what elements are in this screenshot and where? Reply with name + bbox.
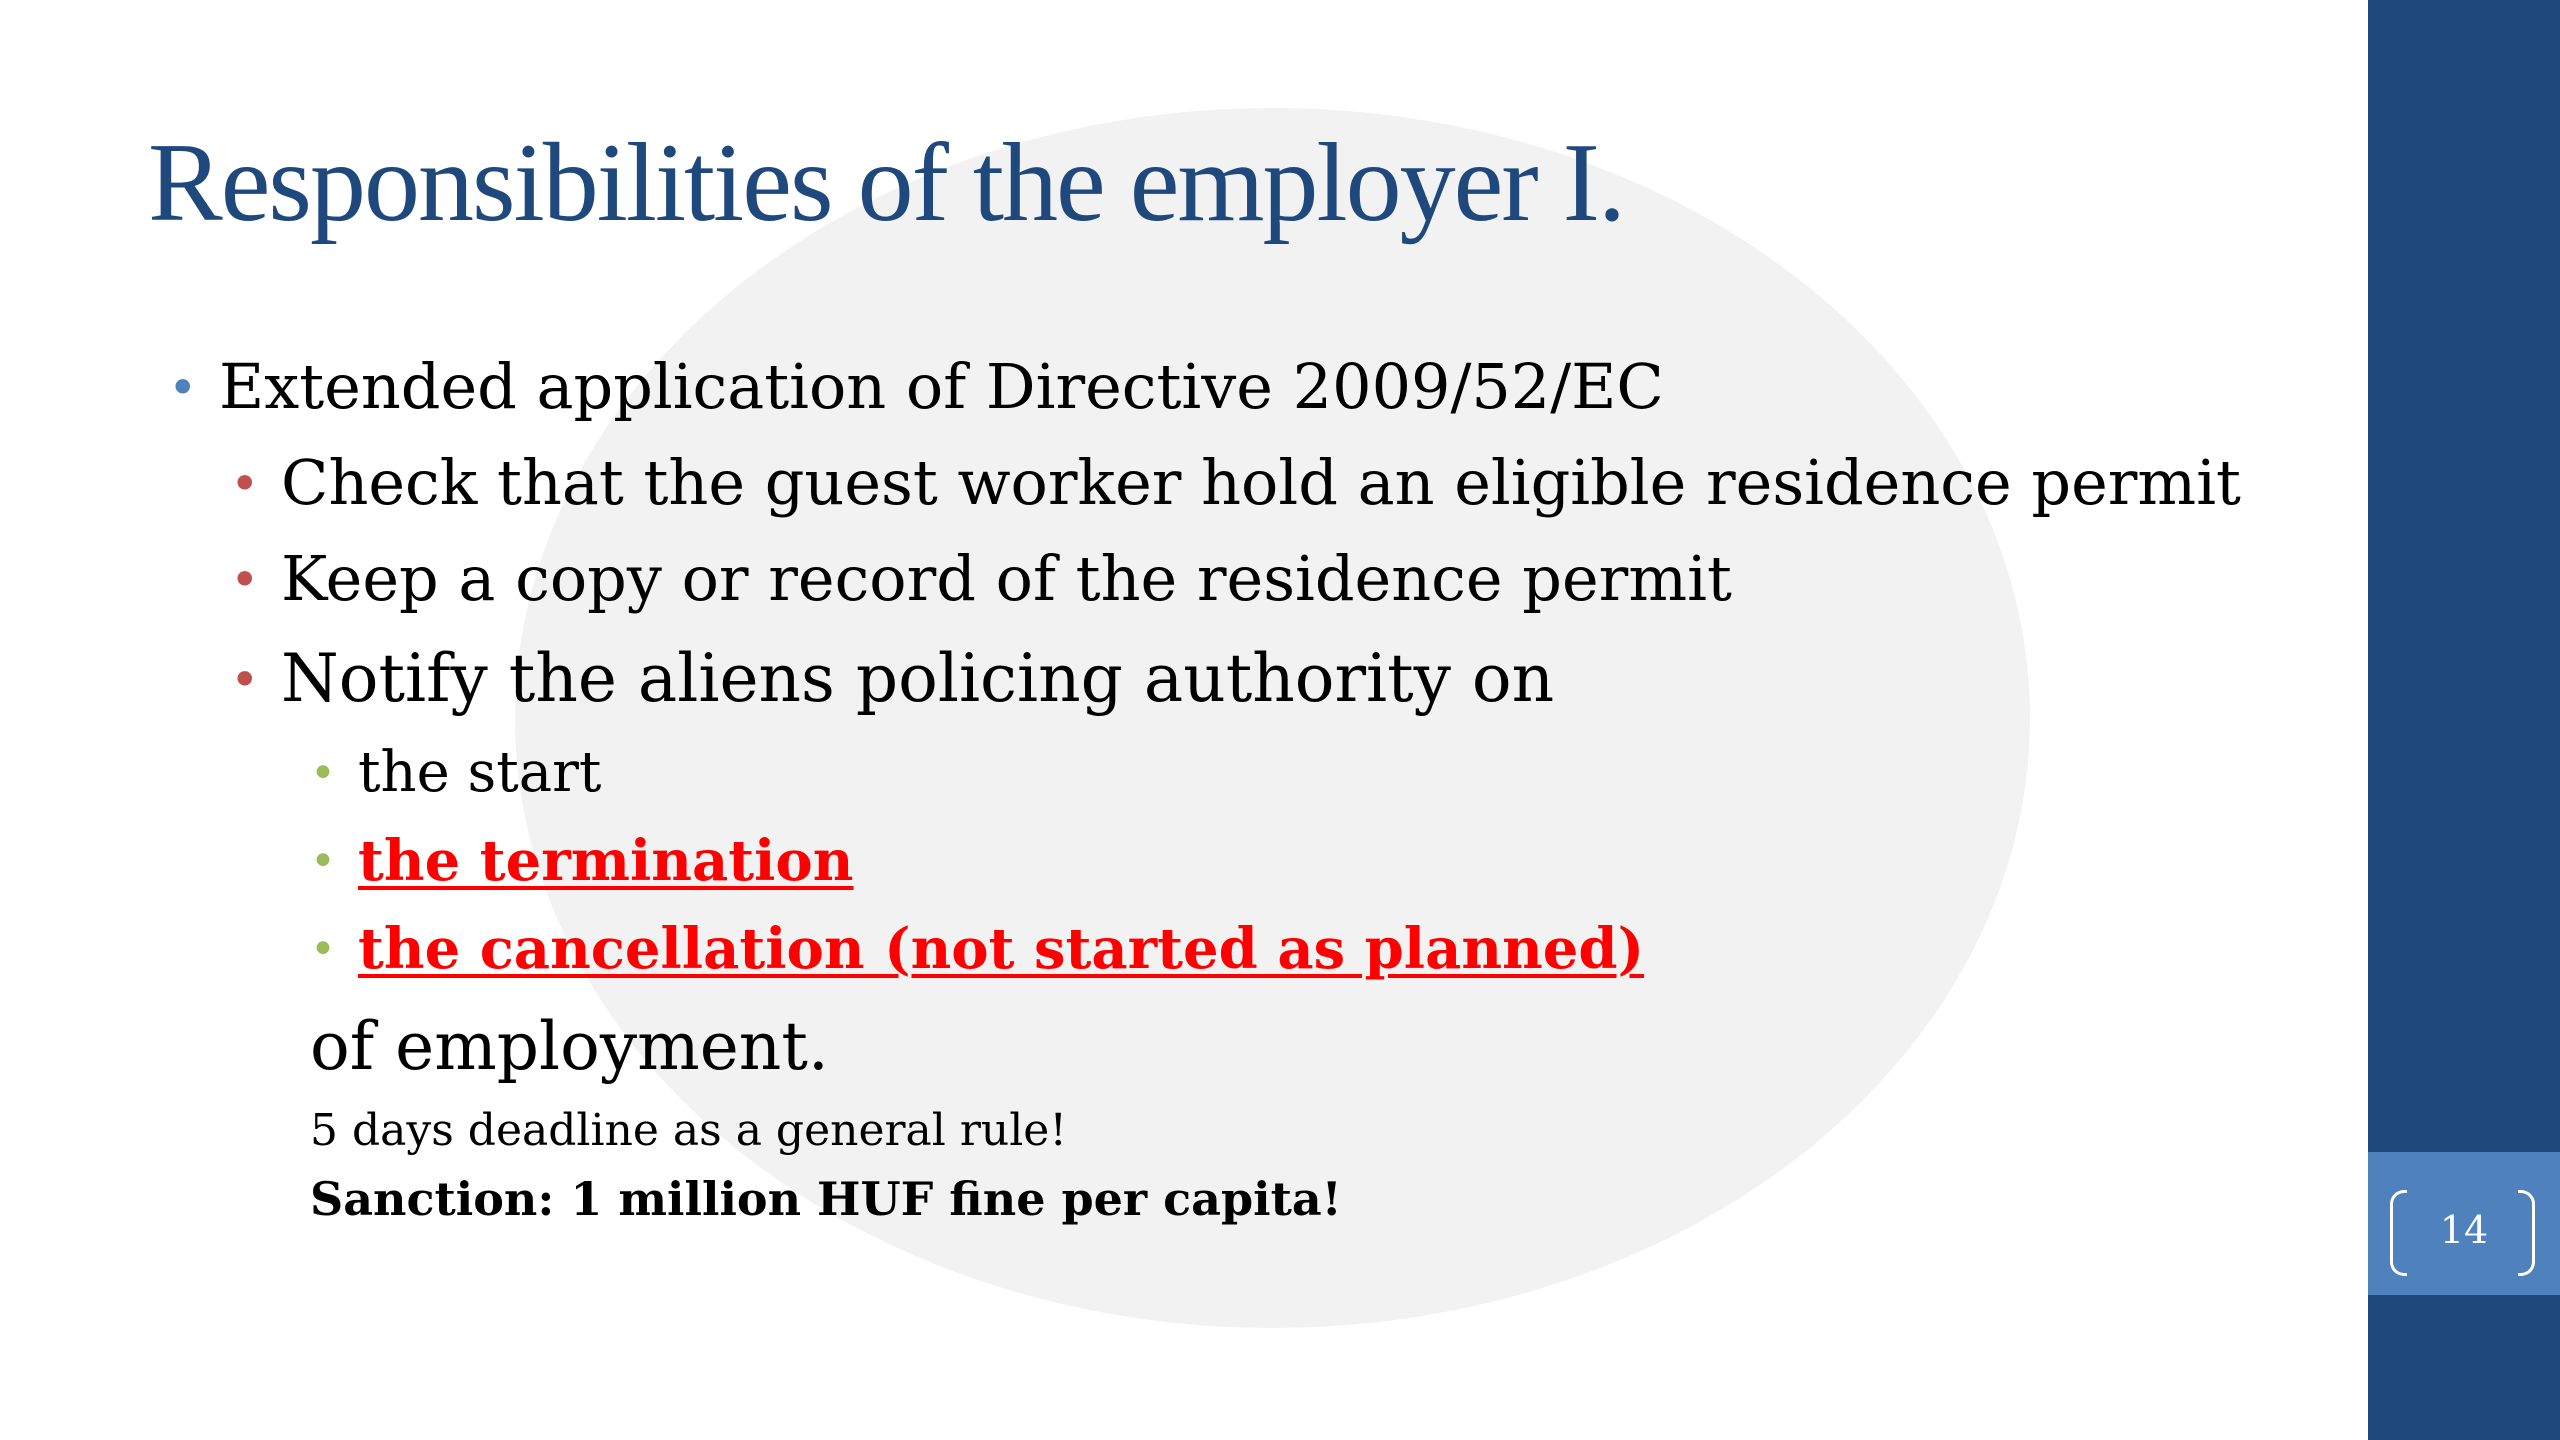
bullet-level3: • — [310, 748, 336, 799]
bullet-level3: • — [310, 924, 336, 975]
of-employment-text: of employment. — [310, 1008, 829, 1085]
bullet-level2: • — [230, 651, 260, 709]
page-number-tab — [2368, 1152, 2560, 1295]
deadline-note: 5 days deadline as a general rule! — [310, 1105, 1068, 1156]
page-number: 14 — [2439, 1208, 2489, 1252]
bullet-level2-text: Keep a copy or record of the residence permit — [281, 542, 1732, 615]
bullet-level3: • — [310, 836, 336, 887]
bullet-level2-text: Check that the guest worker hold an eligible residence permit — [281, 446, 2241, 519]
right-bracket-icon — [2518, 1190, 2535, 1276]
slide-title: Responsibilities of the employer I. — [148, 121, 1624, 245]
sanction-text: Sanction: 1 million HUF fine per capita! — [310, 1172, 1342, 1226]
bullet-level2: • — [230, 455, 260, 513]
bullet-level1: • — [168, 359, 198, 417]
bullet-level2-text: Notify the aliens policing authority on — [281, 640, 1555, 717]
bullet-level1-text: Extended application of Directive 2009/52/EC — [219, 350, 1664, 423]
bullet-level2: • — [230, 551, 260, 609]
termination-text: the termination — [358, 828, 854, 894]
bullet-level3-text: the start — [358, 740, 602, 805]
cancellation-text: the cancellation (not started as planned) — [358, 916, 1645, 982]
